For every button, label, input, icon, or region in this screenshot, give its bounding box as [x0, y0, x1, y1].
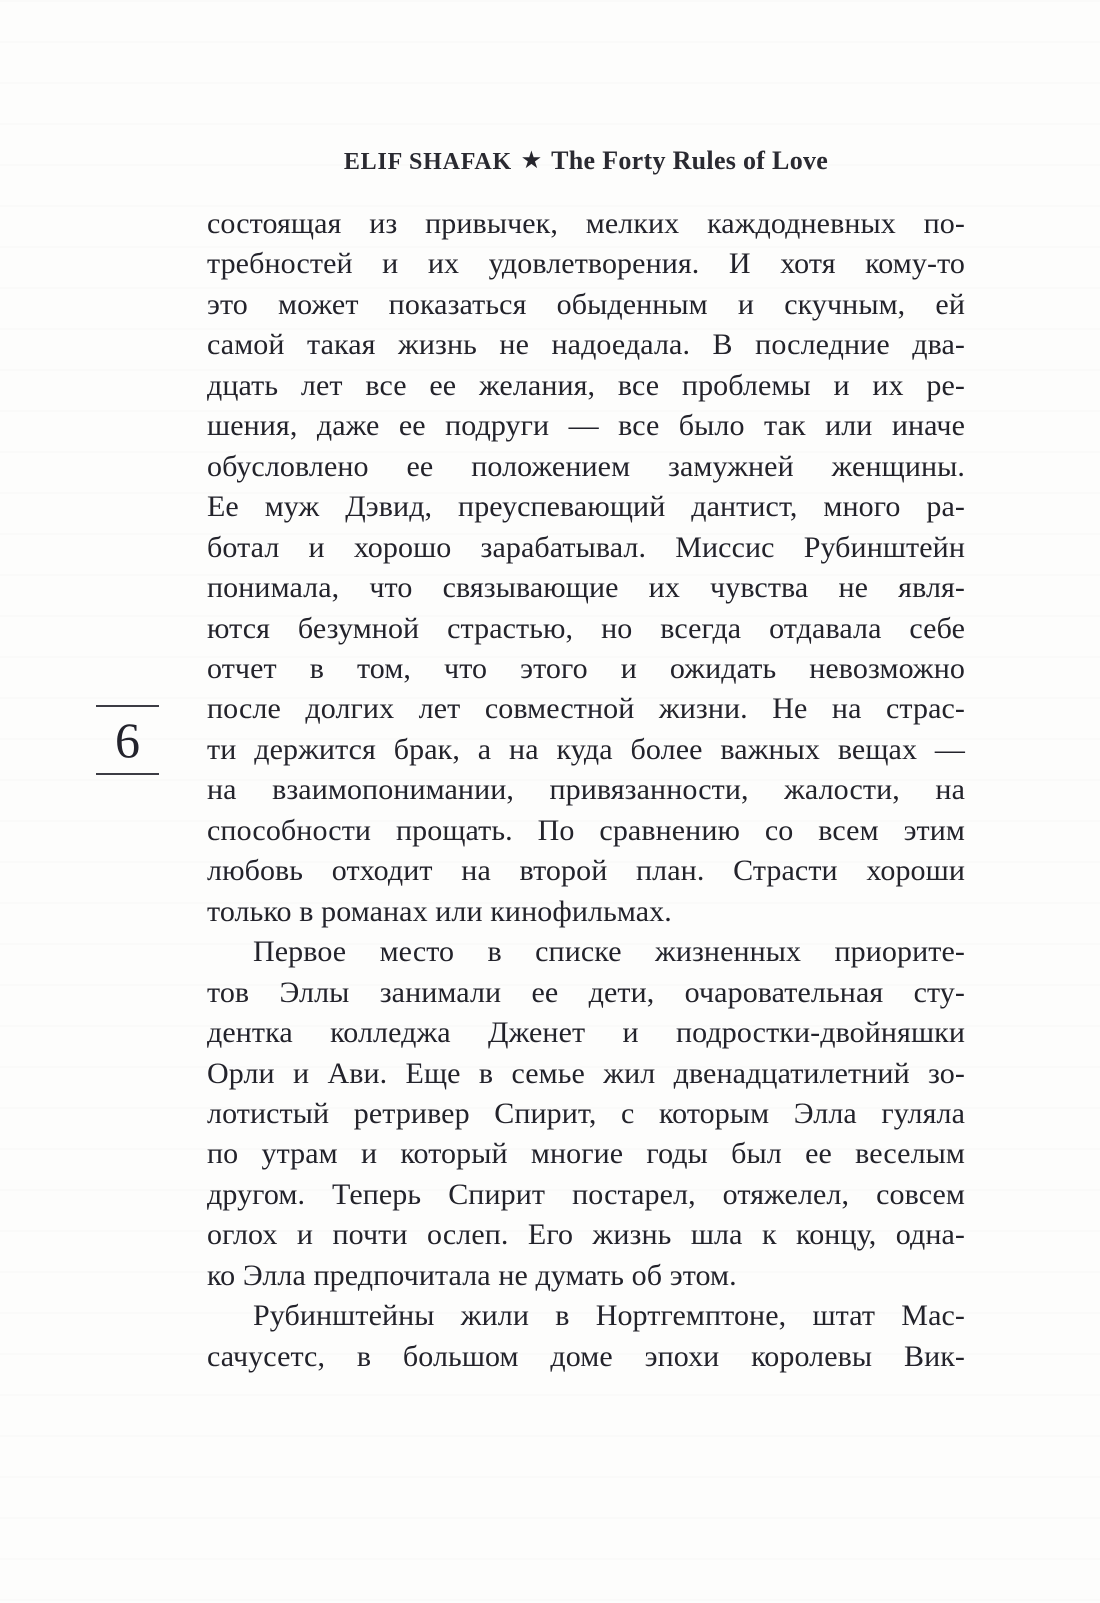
page-number-block: [96, 705, 159, 775]
text-line: ются безумной страстью, но всегда отдавала себе: [207, 611, 965, 645]
text-line: другом. Теперь Спирит постарел, отяжелел, совсем: [207, 1177, 965, 1211]
text-line: состоящая из привычек, мелких каждодневных по-: [207, 207, 965, 240]
text-line: Рубинштейны жили в Нортгемптоне, штат Мас-: [253, 1299, 965, 1333]
star-icon: ★: [522, 148, 542, 172]
text-line: дцать лет все ее желания, все проблемы и их ре-: [207, 368, 965, 402]
text-line: самой такая жизнь не надоедала. В последние два-: [207, 328, 965, 362]
text-line: оглох и почти ослеп. Его жизнь шла к концу, одна-: [207, 1218, 965, 1252]
text-line: лотистый ретривер Спирит, с которым Элла гуляла: [207, 1096, 965, 1130]
text-line: любовь отходит на второй план. Страсти хороши: [207, 854, 965, 888]
body-text: [207, 204, 965, 1377]
text-line: требностей и их удовлетворения. И хотя кому-то: [207, 247, 965, 281]
text-line: способности прощать. По сравнению со всем этим: [207, 813, 965, 847]
text-line: ко Элла предпочитала не думать об этом.: [207, 1258, 737, 1292]
text-line: шения, даже ее подруги — все было так или иначе: [207, 409, 965, 443]
running-header: [207, 146, 965, 176]
text-line: Первое место в списке жизненных приорите-: [253, 935, 965, 969]
author-name: ELIF SHAFAK: [343, 149, 513, 175]
text-line: ботал и хорошо зарабатывал. Миссис Рубинштейн: [207, 530, 965, 564]
text-line: тов Эллы занимали ее дети, очаровательная сту-: [207, 975, 965, 1009]
text-line: Орли и Ави. Еще в семье жил двенадцатилетний зо-: [207, 1056, 965, 1090]
folio-rule-bottom: [96, 773, 159, 775]
text-line: это может показаться обыденным и скучным, ей: [207, 287, 965, 321]
text-line: после долгих лет совместной жизни. Не на страс-: [207, 692, 965, 726]
text-line: ти держится брак, а на куда более важных вещах —: [207, 732, 965, 766]
text-line: понимала, что связывающие их чувства не явля-: [207, 571, 965, 605]
text-line: отчет в том, что этого и ожидать невозможно: [207, 651, 965, 685]
text-line: дентка колледжа Дженет и подростки-двойняшки: [207, 1016, 965, 1050]
text-line: обусловлено ее положением замужней женщины.: [207, 449, 965, 483]
text-line: Ее муж Дэвид, преуспевающий дантист, много ра-: [207, 490, 965, 524]
page-number: 6: [115, 712, 140, 768]
text-line: на взаимопонимании, привязанности, жалости, на: [207, 773, 965, 807]
text-line: сачусетс, в большом доме эпохи королевы Вик-: [207, 1339, 965, 1373]
text-line: только в романах или кинофильмах.: [207, 894, 672, 928]
book-title: The Forty Rules of Love: [551, 146, 829, 175]
text-line: по утрам и который многие годы был ее веселым: [207, 1137, 965, 1171]
